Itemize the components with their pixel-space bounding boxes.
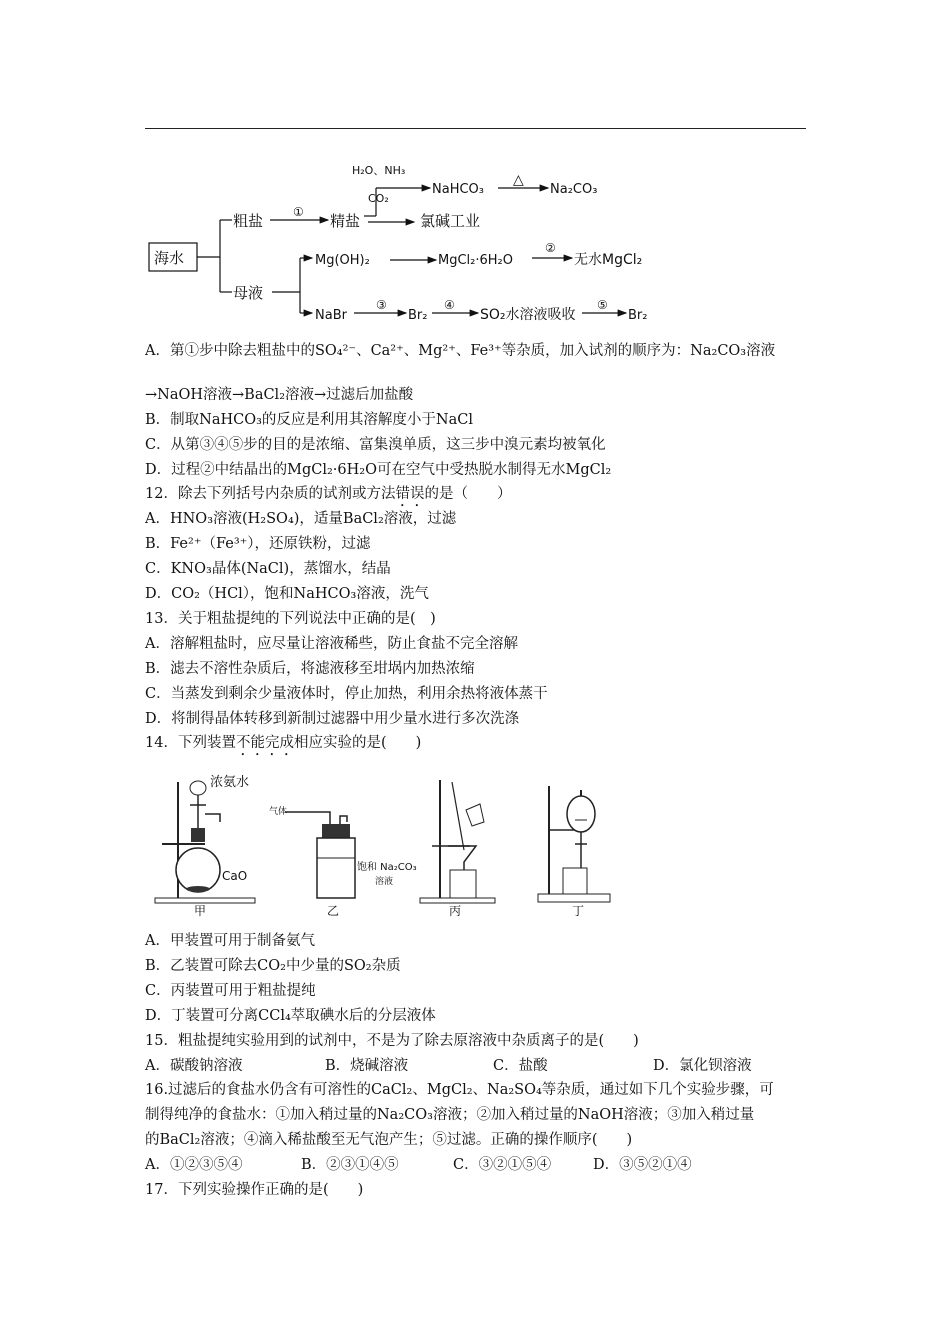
q16-line3: 的BaCl₂溶液；④滴入稀盐酸至无气泡产生；⑤过滤。正确的操作顺序( ): [145, 1132, 633, 1148]
mother-liquor-label: 母液: [233, 284, 264, 302]
q13-option-b: B．滤去不溶性杂质后，将滤液移至坩埚内加热浓缩: [145, 661, 475, 677]
q13-option-a: A．溶解粗盐时，应尽量让溶液稀些，防止食盐不完全溶解: [145, 636, 518, 652]
q16-line2: 制得纯净的食盐水：①加入稍过量的Na₂CO₃溶液；②加入稍过量的NaOH溶液；③加入稍过量: [145, 1107, 755, 1123]
q14-option-d: D．丁装置可分离CCl₄萃取碘水后的分层液体: [145, 1008, 436, 1024]
q11-option-b: B．制取NaHCO₃的反应是利用其溶解度小于NaCl: [145, 412, 473, 428]
q11-option-d: D．过程②中结晶出的MgCl₂·6H₂O可在空气中受热脱水制得无水MgCl₂: [145, 462, 612, 478]
header-rule: [145, 128, 806, 129]
q14-option-b: B．乙装置可除去CO₂中少量的SO₂杂质: [145, 958, 401, 974]
q11-option-a-line2: →NaOH溶液→BaCl₂溶液→过滤后加盐酸: [145, 387, 414, 403]
caption-yi: 乙: [327, 904, 340, 918]
q12-option-d: D．CO₂（HCl），饱和NaHCO₃溶液，洗气: [145, 586, 429, 602]
q15-options: [145, 1056, 752, 1076]
step4-mark: ④: [444, 298, 455, 312]
saturated-na2co3-label: 饱和 Na₂CO₃: [357, 862, 417, 873]
apparatus-bing-diagram: [418, 760, 498, 920]
step5-mark: ⑤: [597, 298, 608, 312]
q12-option-c: C．KNO₃晶体(NaCl)，蒸馏水，结晶: [145, 561, 391, 577]
ammonia-label: 浓氨水: [210, 775, 250, 790]
q15-option-c: C．盐酸: [493, 1058, 548, 1074]
cao-label: CaO: [222, 869, 248, 883]
q16-option-d: D．③⑤②①④: [593, 1157, 692, 1173]
q14-option-a: A．甲装置可用于制备氨气: [145, 933, 315, 949]
apparatus-jia-diagram: [150, 760, 260, 920]
br2-second-label: Br₂: [628, 308, 648, 323]
q11-option-a-line1: A．第①步中除去粗盐中的SO₄²⁻、Ca²⁺、Mg²⁺、Fe³⁺等杂质，加入试剂的顺序为：Na₂CO₃溶液: [145, 343, 776, 359]
gas-label: 气体: [269, 807, 288, 817]
q15-option-a: A．碳酸钠溶液: [145, 1058, 243, 1074]
step1-mark: ①: [293, 205, 304, 219]
q15-option-b: B．烧碱溶液: [325, 1058, 409, 1074]
q13-option-c: C．当蒸发到剩余少量液体时，停止加热，利用余热将液体蒸干: [145, 686, 548, 702]
q14-stem: 14．下列装置不能完成相应实验的是( ): [145, 735, 422, 751]
chlor-alkali-label: 氯碱工业: [420, 212, 481, 230]
heat-mark: △: [513, 172, 524, 188]
q12-option-a: A．HNO₃溶液(H₂SO₄)，适量BaCl₂溶液，过滤: [145, 511, 457, 527]
q17-stem: 17．下列实验操作正确的是( ): [145, 1182, 364, 1198]
q16-option-b: B．②③①④⑤: [301, 1157, 399, 1173]
apparatus-ding-diagram: [535, 760, 615, 920]
na2co3-label: Na₂CO₃: [550, 182, 598, 197]
q16-option-c: C．③②①⑤④: [453, 1157, 552, 1173]
reagent-co2: CO₂: [368, 192, 389, 205]
reagent-h2o-nh3: H₂O、NH₃: [352, 164, 406, 177]
mgoh2-label: Mg(OH)₂: [315, 253, 370, 268]
so2-absorb-label: SO₂水溶液吸收: [480, 307, 576, 323]
q11-option-c: C．从第③④⑤步的目的是浓缩、富集溴单质，这三步中溴元素均被氧化: [145, 437, 606, 453]
step3-mark: ③: [376, 298, 387, 312]
caption-jia: 甲: [194, 904, 207, 918]
q16-line1: 16.过滤后的食盐水仍含有可溶性的CaCl₂、MgCl₂、Na₂SO₄等杂质，通过如下几个实验步骤，可: [145, 1082, 774, 1098]
q16-option-a: A．①②③⑤④: [145, 1157, 243, 1173]
anhydrous-mgcl2-label: 无水MgCl₂: [574, 252, 643, 268]
sea-label: 海水: [154, 249, 185, 267]
q16-options: [145, 1155, 692, 1175]
q15-option-d: D．氯化钡溶液: [653, 1058, 752, 1074]
q15-stem: 15．粗盐提纯实验用到的试剂中，不是为了除去原溶液中杂质离子的是( ): [145, 1033, 639, 1049]
refined-salt-label: 精盐: [330, 212, 361, 230]
q13-stem: 13．关于粗盐提纯的下列说法中正确的是( ): [145, 611, 436, 627]
step2-mark: ②: [545, 241, 556, 255]
q14-option-c: C．丙装置可用于粗盐提纯: [145, 983, 316, 999]
solution-label: 溶液: [375, 877, 394, 887]
crude-salt-label: 粗盐: [233, 212, 264, 230]
caption-ding: 丁: [572, 904, 585, 918]
nahco3-label: NaHCO₃: [432, 182, 484, 197]
caption-bing: 丙: [449, 904, 462, 918]
mgcl2-hydrate-label: MgCl₂·6H₂O: [438, 253, 513, 268]
seawater-flow-chart: [140, 158, 700, 328]
nabr-label: NaBr: [315, 308, 347, 323]
q12-stem: 12．除去下列括号内杂质的试剂或方法错误的是（ ）: [145, 486, 512, 502]
apparatus-yi-diagram: [265, 760, 435, 920]
q12-option-b: B．Fe²⁺（Fe³⁺），还原铁粉，过滤: [145, 536, 371, 552]
q13-option-d: D．将制得晶体转移到新制过滤器中用少量水进行多次洗涤: [145, 711, 520, 727]
br2-first-label: Br₂: [408, 308, 428, 323]
